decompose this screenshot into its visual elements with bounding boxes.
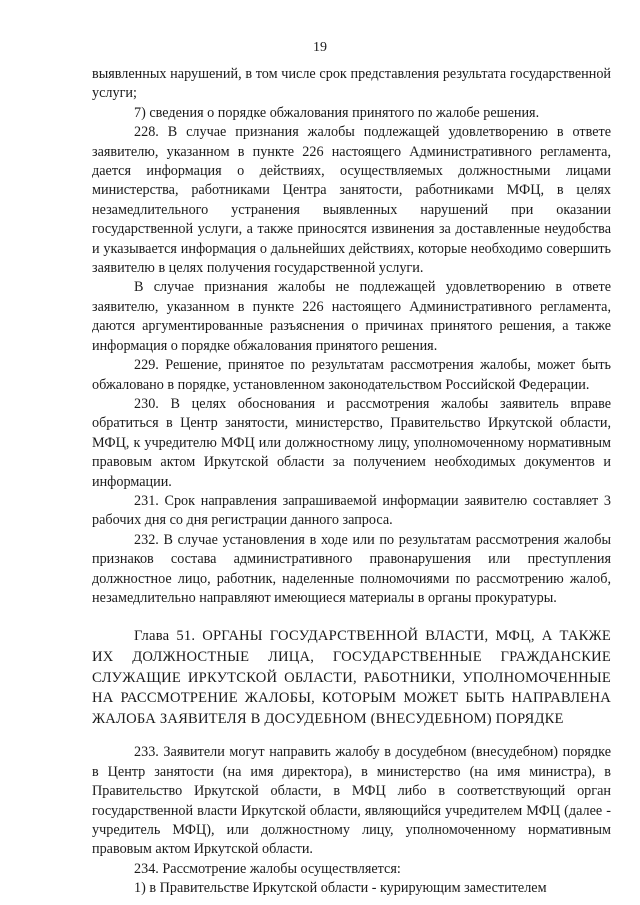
paragraph: 228. В случае признания жалобы подлежащей удовлетворению в ответе заявителю, указанном в пункте 226 настоящего Административного регламента, дается информация о действиях, осуществляемых должностными лицами министерства, работниками Центра занятости, работниками МФЦ, в целях незамедлительного устранения выявленных нарушений при оказании государственной услуги, а также приносятся извинения за доставленные неудобства и указывается информация о дальнейших действиях, которые необходимо совершить заявителю в целях получения государственной услуги. <box>92 124 611 277</box>
chapter-heading: Глава 51. ОРГАНЫ ГОСУДАРСТВЕННОЙ ВЛАСТИ, МФЦ, А ТАКЖЕ ИХ ДОЛЖНОСТНЫЕ ЛИЦА, ГОСУДАРСТВЕННЫЕ ГРАЖДАНСКИЕ СЛУЖАЩИЕ ИРКУТСКОЙ ОБЛАСТИ, РАБОТНИКИ, УПОЛНОМОЧЕННЫЕ НА РАССМОТРЕНИЕ ЖАЛОБЫ, КОТОРЫМ МОЖЕТ БЫТЬ НАПРАВЛЕНА ЖАЛОБА ЗАЯВИТЕЛЯ В ДОСУДЕБНОМ (ВНЕСУДЕБНОМ) ПОРЯДКЕ <box>92 628 611 727</box>
paragraph: 1) в Правительстве Иркутской области - курирующим заместителем <box>134 880 547 897</box>
paragraph: 232. В случае установления в ходе или по результатам рассмотрения жалобы признаков состава административного правонарушения или преступления должностное лицо, работник, наделенные полномочиями по рассмотрению жалоб, незамедлительно направляют имеющиеся материалы в органы прокуратуры. <box>92 531 611 606</box>
paragraph: выявленных нарушений, в том числе срок представления результата государственной услуги; <box>92 66 611 102</box>
paragraph: В случае признания жалобы не подлежащей удовлетворению в ответе заявителю, указанном в пункте 226 настоящего Административного регламента, даются аргументированные разъяснения о причинах принятого решения, а также информация о порядке обжалования принятого решения. <box>92 279 611 354</box>
paragraph: 230. В целях обоснования и рассмотрения жалобы заявитель вправе обратиться в Центр занятости, министерство, Правительство Иркутской области, МФЦ, к учредителю МФЦ или должностному лицу, уполномоченному нормативным правовым актом Иркутской области за получением необходимых документов и информации. <box>92 395 611 490</box>
page-number: 19 <box>313 40 327 55</box>
paragraph: 231. Срок направления запрашиваемой информации заявителю составляет 3 рабочих дня со дня регистрации данного запроса. <box>92 492 611 529</box>
document-body <box>92 65 611 899</box>
paragraph: 233. Заявители могут направить жалобу в досудебном (внесудебном) порядке в Центр занятости (на имя директора), в министерство (на имя министра), в Правительство Иркутской области, в МФЦ либо в соответствующий орган государственной власти Иркутской области, являющийся учредителем МФЦ (далее - учредитель МФЦ), или должностному лицу, уполномоченному нормативным правовым актом Иркутской области. <box>92 744 611 858</box>
paragraph: 229. Решение, принятое по результатам рассмотрения жалобы, может быть обжаловано в порядке, установленном законодательством Российской Федерации. <box>92 357 611 393</box>
paragraph: 234. Рассмотрение жалобы осуществляется: <box>134 860 401 877</box>
paragraph: 7) сведения о порядке обжалования принятого по жалобе решения. <box>134 104 540 121</box>
